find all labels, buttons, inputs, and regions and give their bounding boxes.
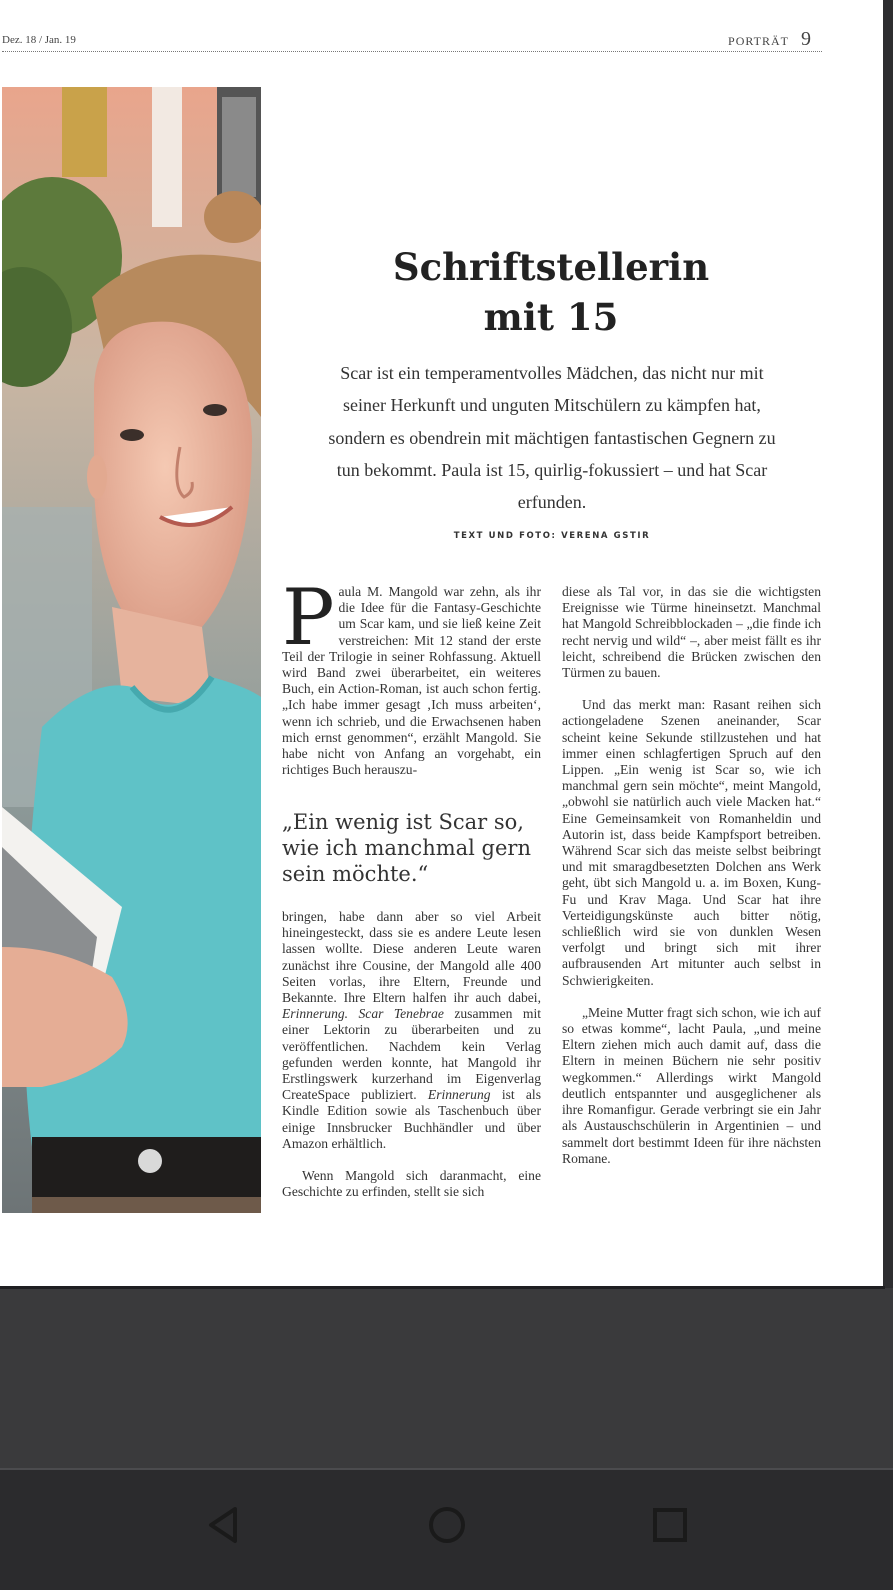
recents-square-icon xyxy=(650,1505,690,1545)
paragraph-text: aula M. Mangold war zehn, als ihr die Idee für die Fantasy-Geschichte um Scar kam, und sie ließ keine Zeit verstreichen: Mit 12 stand der erste Teil der Trilogie in seiner Rohfassung. Aktuell wird Band zwei überarbeitet, ein weiteres Buch, ein Action-Roman, ist auch schon fertig. „Ich habe immer gesagt ‚Ich muss arbeiten‘, wenn ich schrieb, und die Erwachsenen haben mich ernst genommen“, erzählt Mangold. Sie habe nicht von Anfang an vorgehabt, ein richtiges Buch herauszu- xyxy=(282,584,541,778)
page-edge xyxy=(883,0,893,1288)
home-button[interactable] xyxy=(422,1500,472,1550)
page-number: 9 xyxy=(801,28,811,50)
header-divider xyxy=(2,51,822,52)
paragraph-text: zusammen mit einer Lektorin zu überarbeiten und zu veröffentlichen. Nachdem kein Verlag gefunden werden konnte, hat Mangold ihr Erstlingswerk kurzerhand im Eigenverlag CreateSpace publiziert. xyxy=(282,1006,542,1103)
pull-quote: „Ein wenig ist Scar so, wie ich manchmal gern sein möchte.“ xyxy=(282,810,531,886)
back-triangle-icon xyxy=(203,1505,243,1545)
section-label: PORTRÄT xyxy=(728,34,789,48)
book-title: Erinnerung xyxy=(427,1087,491,1103)
paragraph-text: bringen, habe dann aber so viel Arbeit hineingesteckt, dass sie es andere Leute lesen lassen wollte. Diese anderen Leute waren zunächst ihre Cousine, der Mangold alle 400 Seiten vorlas, ihre Eltern, Freunde und Bekannte. Ihre Eltern halfen ihr auch dabei, xyxy=(282,909,541,1006)
column-2 xyxy=(562,584,821,1167)
article-byline: TEXT UND FOTO: VERENA GSTIR xyxy=(453,531,651,541)
paragraph: „Meine Mutter fragt sich schon, wie ich auf so etwas komme“, lacht Paula, „und meine Eltern ziehen mich auch damit auf, dass die Eltern in meinen Büchern nie sehr positiv wegkommen.“ Allerdings wirkt Mangold deutlich entspannter und ausgeglichener als ihre Romanfigur. Gerade verbringt sie ein Jahr als Austauschschülerin in Argentinien – und sammelt dort bestimmt Ideen für ihre nächsten Romane. xyxy=(562,1004,821,1166)
headline-line-1: Schriftstellerin xyxy=(392,245,710,289)
system-navigation-bar xyxy=(0,1468,893,1590)
back-button[interactable] xyxy=(198,1500,248,1550)
headline-line-2: mit 15 xyxy=(483,295,619,339)
article-headline xyxy=(320,242,782,342)
paragraph xyxy=(282,573,541,778)
page-bottom-shadow xyxy=(0,1286,885,1289)
paragraph-text: ist als Kindle Edition sowie als Taschenbuch über einige Innsbrucker Buchhändler und über Amazon erhältlich. xyxy=(282,1087,541,1151)
portrait-photo xyxy=(2,87,261,1213)
paragraph xyxy=(282,909,541,1152)
paragraph: diese als Tal vor, in das sie die wichtigsten Ereignisse wie Türme hineinsetzt. Manchmal hat Mangold Schreibblockaden – „die finde ich recht nervig und wild“ –, aber meist fällt es ihr leicht, schreibend die Brücken zwischen den Türmen zu bauen. xyxy=(562,584,821,681)
issue-date: Dez. 18 / Jan. 19 xyxy=(2,34,76,46)
column-1-bottom xyxy=(282,909,541,1200)
paragraph: Wenn Mangold sich daranmacht, eine Geschichte zu erfinden, stellt sie sich xyxy=(282,1168,541,1200)
article-lead: Scar ist ein temperamentvolles Mädchen, das nicht nur mit seiner Herkunft und unguten Mitschülern zu kämpfen hat, sondern es obendrein mit mächtigen fantastischen Gegnern zu tun bekommt. Paula ist 15, quirlig-fokussiert – und hat Scar erfunden. xyxy=(328,363,776,513)
recents-button[interactable] xyxy=(645,1500,695,1550)
book-title: Erinnerung. Scar Tenebrae xyxy=(282,1006,444,1022)
drop-cap: P xyxy=(282,573,335,663)
page-header-right xyxy=(728,28,811,51)
column-1-top xyxy=(282,573,541,778)
home-circle-icon xyxy=(427,1505,467,1545)
paragraph: Und das merkt man: Rasant reihen sich actiongeladene Szenen aneinander, Scar scheint keine Sekunde stillzustehen und hat immer einen schlagfertigen Spruch auf den Lippen. „Ein wenig ist Scar so, wie ich manchmal gern sein möchte“, meint Mangold, „obwohl sie natürlich auch viele Macken hat.“ Eine Gemeinsamkeit von Romanheldin und Autorin ist, dass beide Kampfsport betreiben. Während Scar sich das meiste selbst beibringt und mit smaragdbesetzten Dolchen ans Werk geht, übt sich Mangold u. a. im Boxen, Kung-Fu und Krav Maga. Und Scar hat ihre Verteidigungskünste auch bitter nötig, schließlich wird sie von dunklen Wesen verfolgt und bringt sich mit ihrer aufbrausenden Art mitunter auch selbst in Schwierigkeiten. xyxy=(562,697,821,988)
portrait-photo-illustration xyxy=(2,87,261,1213)
